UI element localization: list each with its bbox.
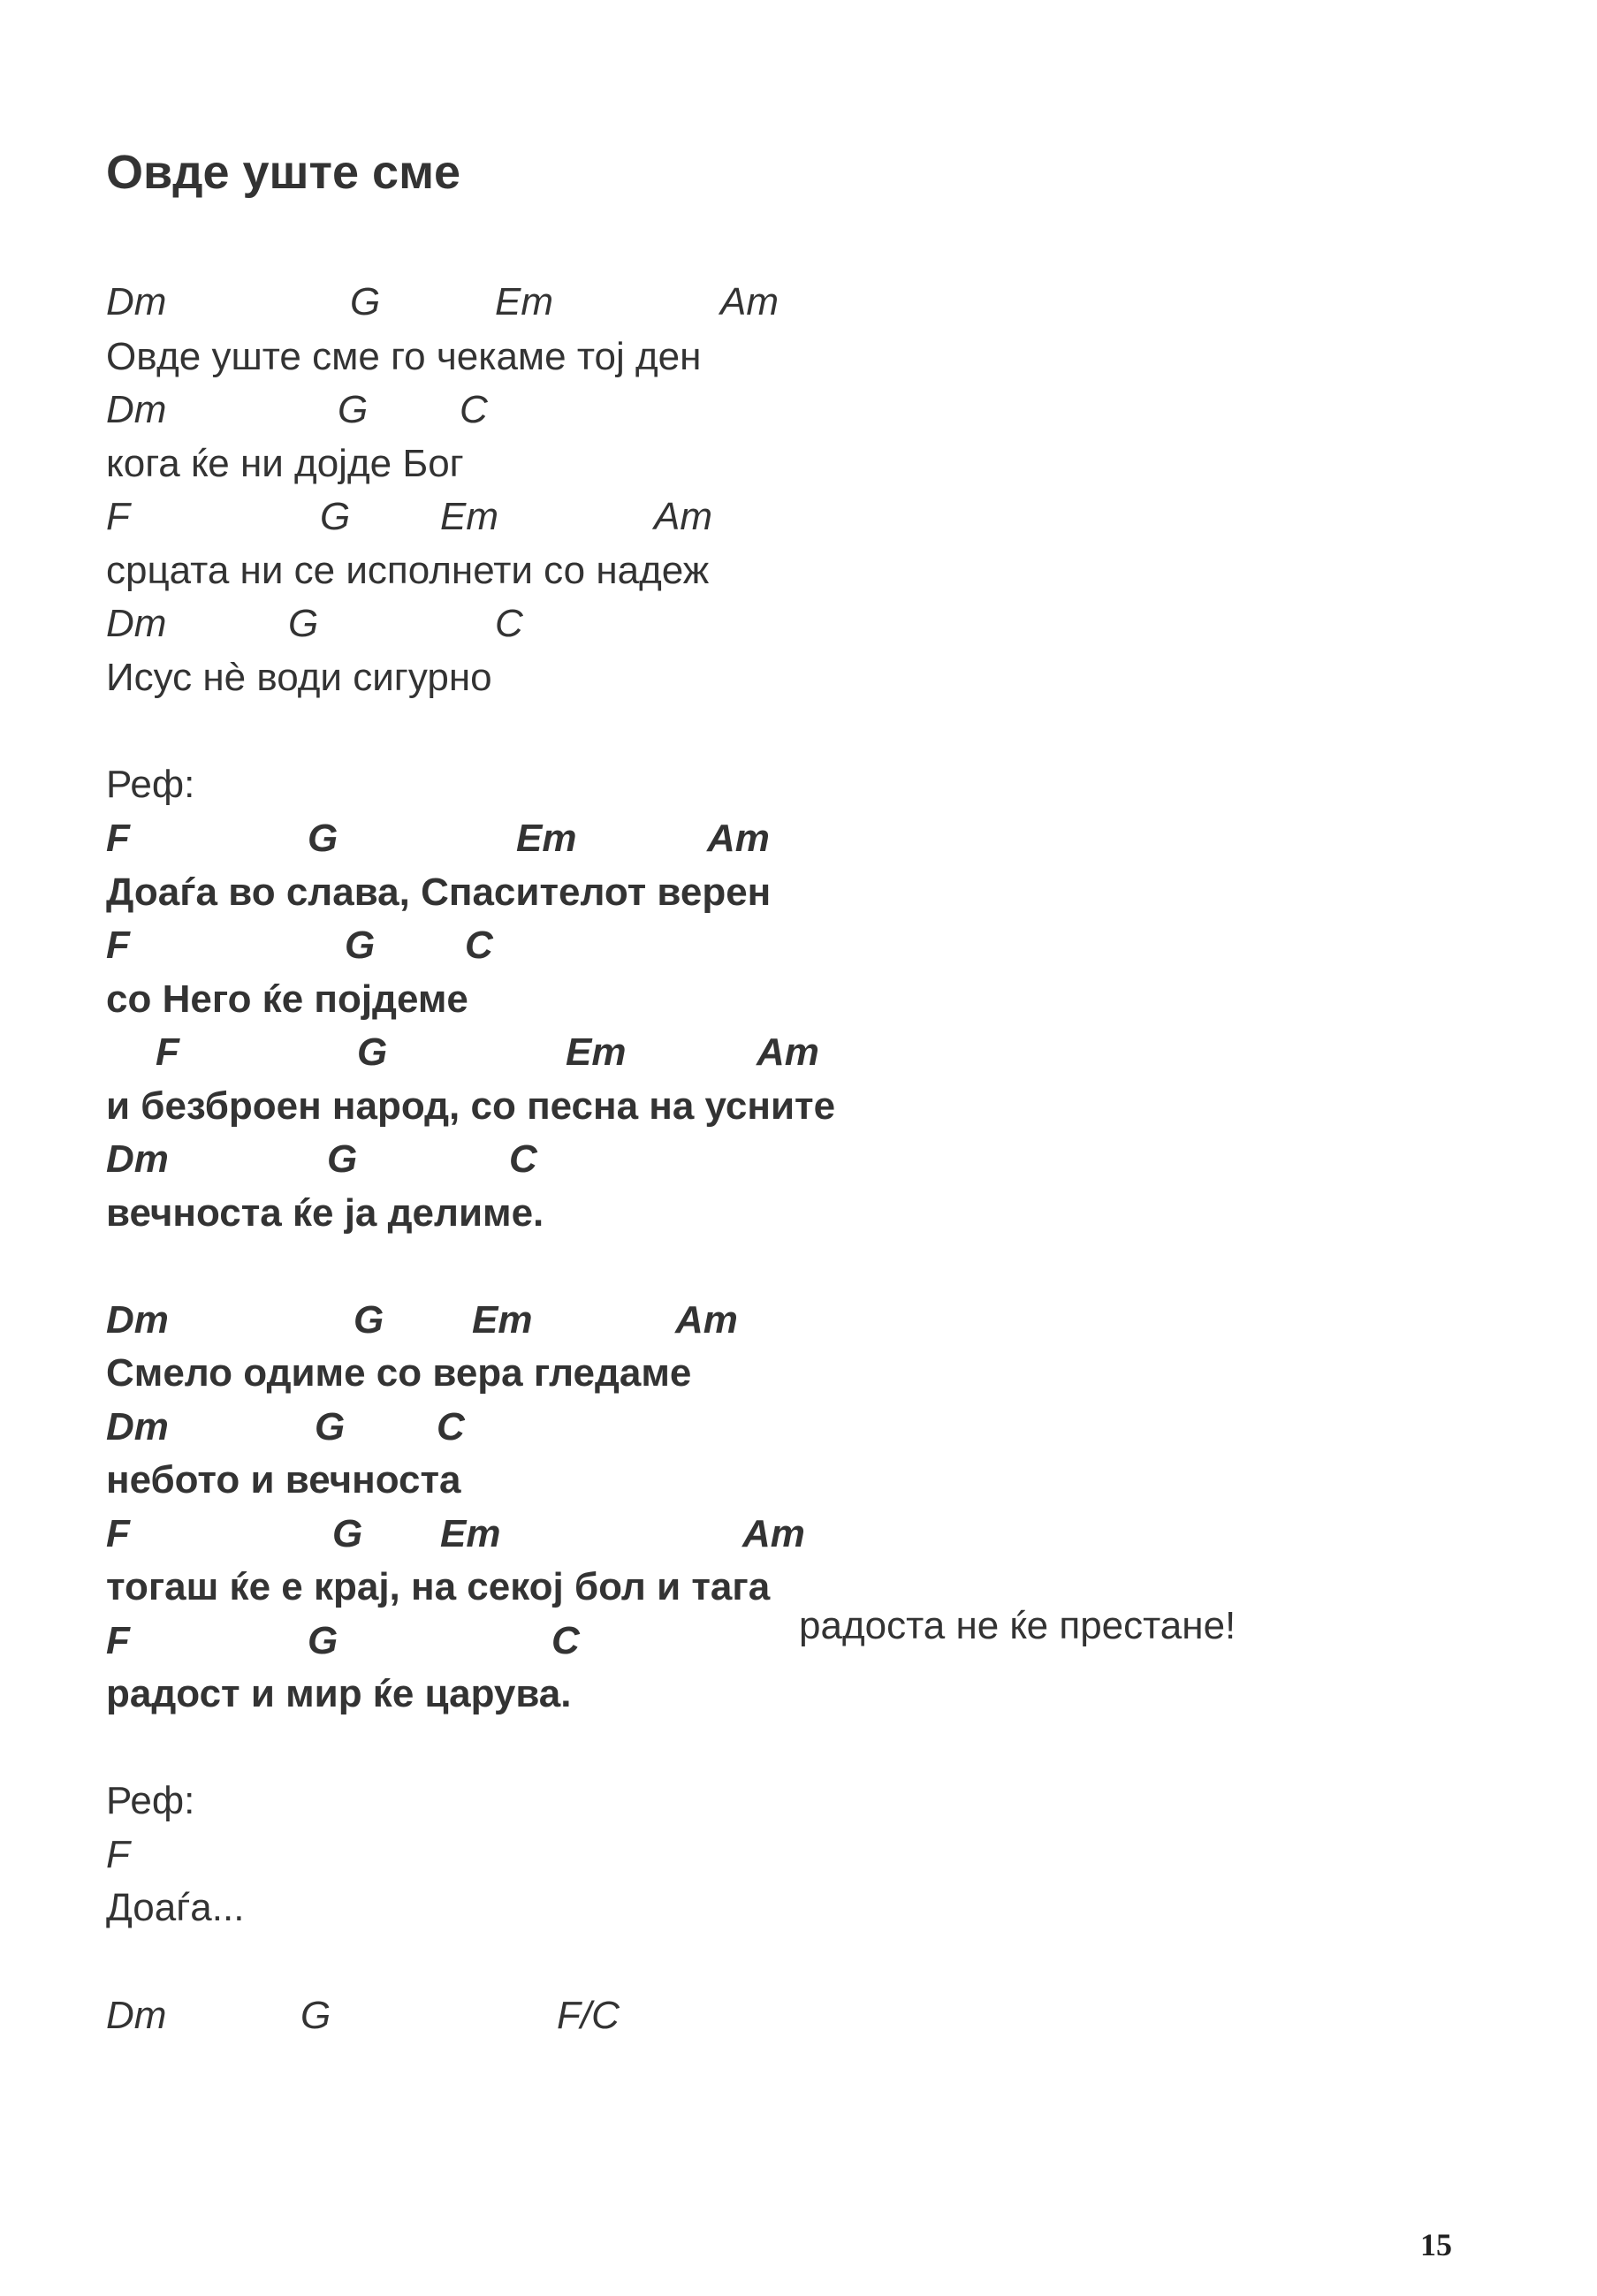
chord: G xyxy=(354,1298,384,1342)
chord: Dm xyxy=(106,388,167,431)
lyric-line: тогаш ќе е крај, на секој бол и тага xyxy=(106,1565,771,1608)
chord: F xyxy=(106,1512,130,1555)
lyric-line: вечноста ќе ја делиме. xyxy=(106,1191,544,1235)
chord: Em xyxy=(440,1512,501,1555)
chord: Em xyxy=(516,817,577,860)
chord: G xyxy=(345,924,376,967)
lyric-line: Смело одиме со вера гледаме xyxy=(106,1351,692,1395)
chord: F xyxy=(106,1833,130,1876)
lyric-line: Овде уште сме го чекаме тој ден xyxy=(106,335,702,378)
lyric-line: кога ќе ни дојде Бог xyxy=(106,442,464,485)
chord: G xyxy=(315,1405,346,1448)
chord: Am xyxy=(654,495,712,538)
chord: F xyxy=(156,1030,179,1074)
lyric-line: со Него ќе појдеме xyxy=(106,977,468,1021)
chorus-label: Реф: xyxy=(106,1779,195,1822)
chord: Em xyxy=(440,495,498,538)
chord: Dm xyxy=(106,1405,169,1448)
page-number: 15 xyxy=(1420,2227,1452,2262)
chord: G xyxy=(350,280,381,323)
chorus-label: Реф: xyxy=(106,763,195,806)
chord: C xyxy=(437,1405,465,1448)
chord: C xyxy=(551,1619,580,1662)
chord: Dm xyxy=(106,280,167,323)
chord: C xyxy=(460,388,488,431)
lyric-line: и безброен народ, со песна на усните xyxy=(106,1084,836,1128)
lyric-line: Доаѓа во слава, Спасителот верен xyxy=(106,871,772,914)
chord: Em xyxy=(495,280,553,323)
chord: Am xyxy=(757,1030,819,1074)
chord: G xyxy=(357,1030,388,1074)
chord: G xyxy=(332,1512,363,1555)
lyric-line: Доаѓа... xyxy=(106,1886,245,1929)
chord: G xyxy=(308,817,338,860)
chord: G xyxy=(288,602,319,645)
chord: G xyxy=(308,1619,338,1662)
chord: F xyxy=(106,817,130,860)
chord: F xyxy=(106,495,130,538)
chord: Dm xyxy=(106,602,167,645)
chord: Dm xyxy=(106,1298,169,1342)
chord: Am xyxy=(720,280,779,323)
chord: F xyxy=(106,1619,130,1662)
lyric-line: небото и вечноста xyxy=(106,1458,461,1502)
chord: Am xyxy=(675,1298,738,1342)
chord: F/C xyxy=(557,1994,620,2037)
lyric-line: Исус нè води сигурно xyxy=(106,656,492,699)
chord: G xyxy=(338,388,369,431)
chord: G xyxy=(300,1994,331,2037)
chord: Em xyxy=(566,1030,627,1074)
chord: G xyxy=(327,1137,358,1181)
chord: Am xyxy=(742,1512,805,1555)
chord: C xyxy=(465,924,493,967)
chord: Dm xyxy=(106,1137,169,1181)
chord: Dm xyxy=(106,1994,167,2037)
chord: F xyxy=(106,924,130,967)
lyric-line: радост и мир ќе царува. xyxy=(106,1672,572,1715)
chord: C xyxy=(495,602,523,645)
side-note: радоста не ќе престане! xyxy=(799,1604,1236,1647)
chord: G xyxy=(320,495,351,538)
chord: Am xyxy=(707,817,770,860)
chord: C xyxy=(509,1137,537,1181)
lyric-line: срцата ни се исполнети со надеж xyxy=(106,549,710,592)
chord: Em xyxy=(472,1298,533,1342)
song-title: Овде уште сме xyxy=(106,146,461,199)
